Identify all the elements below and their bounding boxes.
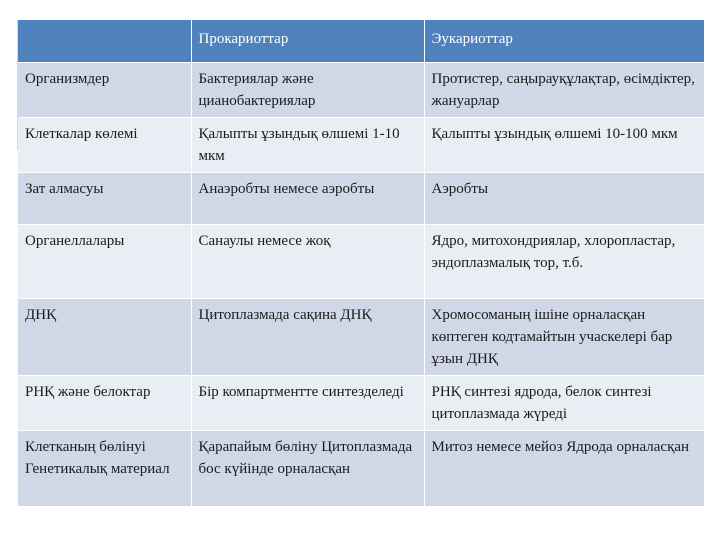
- eukaryote-cell: Хромосоманың ішіне орналасқан көптеген кодтамайтын учаскелері бар ұзын ДНҚ: [424, 298, 704, 375]
- prokaryote-cell: Санаулы немесе жоқ: [191, 224, 424, 298]
- comparison-table: [18, 20, 704, 507]
- eukaryote-cell: РНҚ синтезі ядрода, белок синтезі цитоплазмада жүреді: [424, 375, 704, 430]
- row-label: ДНҚ: [18, 298, 191, 375]
- row-label: Зат алмасуы: [18, 172, 191, 224]
- table-row: [18, 224, 704, 298]
- table-row: [18, 117, 704, 172]
- prokaryote-cell: Бактериялар және цианобактериялар: [191, 62, 424, 117]
- prokaryote-cell: Қарапайым бөліну Цитоплазмада бос күйінде орналасқан: [191, 430, 424, 506]
- table-row: [18, 62, 704, 117]
- eukaryote-cell: Қалыпты ұзындық өлшемі 10-100 мкм: [424, 117, 704, 172]
- header-cell-eukaryotes: Эукариоттар: [424, 20, 704, 62]
- row-label: Органеллалары: [18, 224, 191, 298]
- table-row: [18, 375, 704, 430]
- table-row: [18, 430, 704, 506]
- header-cell-empty: [18, 20, 191, 62]
- eukaryote-cell: Ядро, митохондриялар, хлоропластар, эндоплазмалық тор, т.б.: [424, 224, 704, 298]
- eukaryote-cell: Митоз немесе мейоз Ядрода орналасқан: [424, 430, 704, 506]
- prokaryote-cell: Қалыпты ұзындық өлшемі 1-10 мкм: [191, 117, 424, 172]
- prokaryote-cell: Анаэробты немесе аэробты: [191, 172, 424, 224]
- row-label: Организмдер: [18, 62, 191, 117]
- row-label: Клетканың бөлінуі Генетикалық материал: [18, 430, 191, 506]
- eukaryote-cell: Аэробты: [424, 172, 704, 224]
- header-cell-prokaryotes: Прокариоттар: [191, 20, 424, 62]
- prokaryote-cell: Цитоплазмада сақина ДНҚ: [191, 298, 424, 375]
- eukaryote-cell: Протистер, саңырауқұлақтар, өсімдіктер, жануарлар: [424, 62, 704, 117]
- table-row: [18, 298, 704, 375]
- table-row: [18, 172, 704, 224]
- row-label: Клеткалар көлемі: [18, 117, 191, 172]
- row-label: РНҚ және белоктар: [18, 375, 191, 430]
- table-header-row: [18, 20, 704, 62]
- prokaryote-cell: Бір компартментте синтезделеді: [191, 375, 424, 430]
